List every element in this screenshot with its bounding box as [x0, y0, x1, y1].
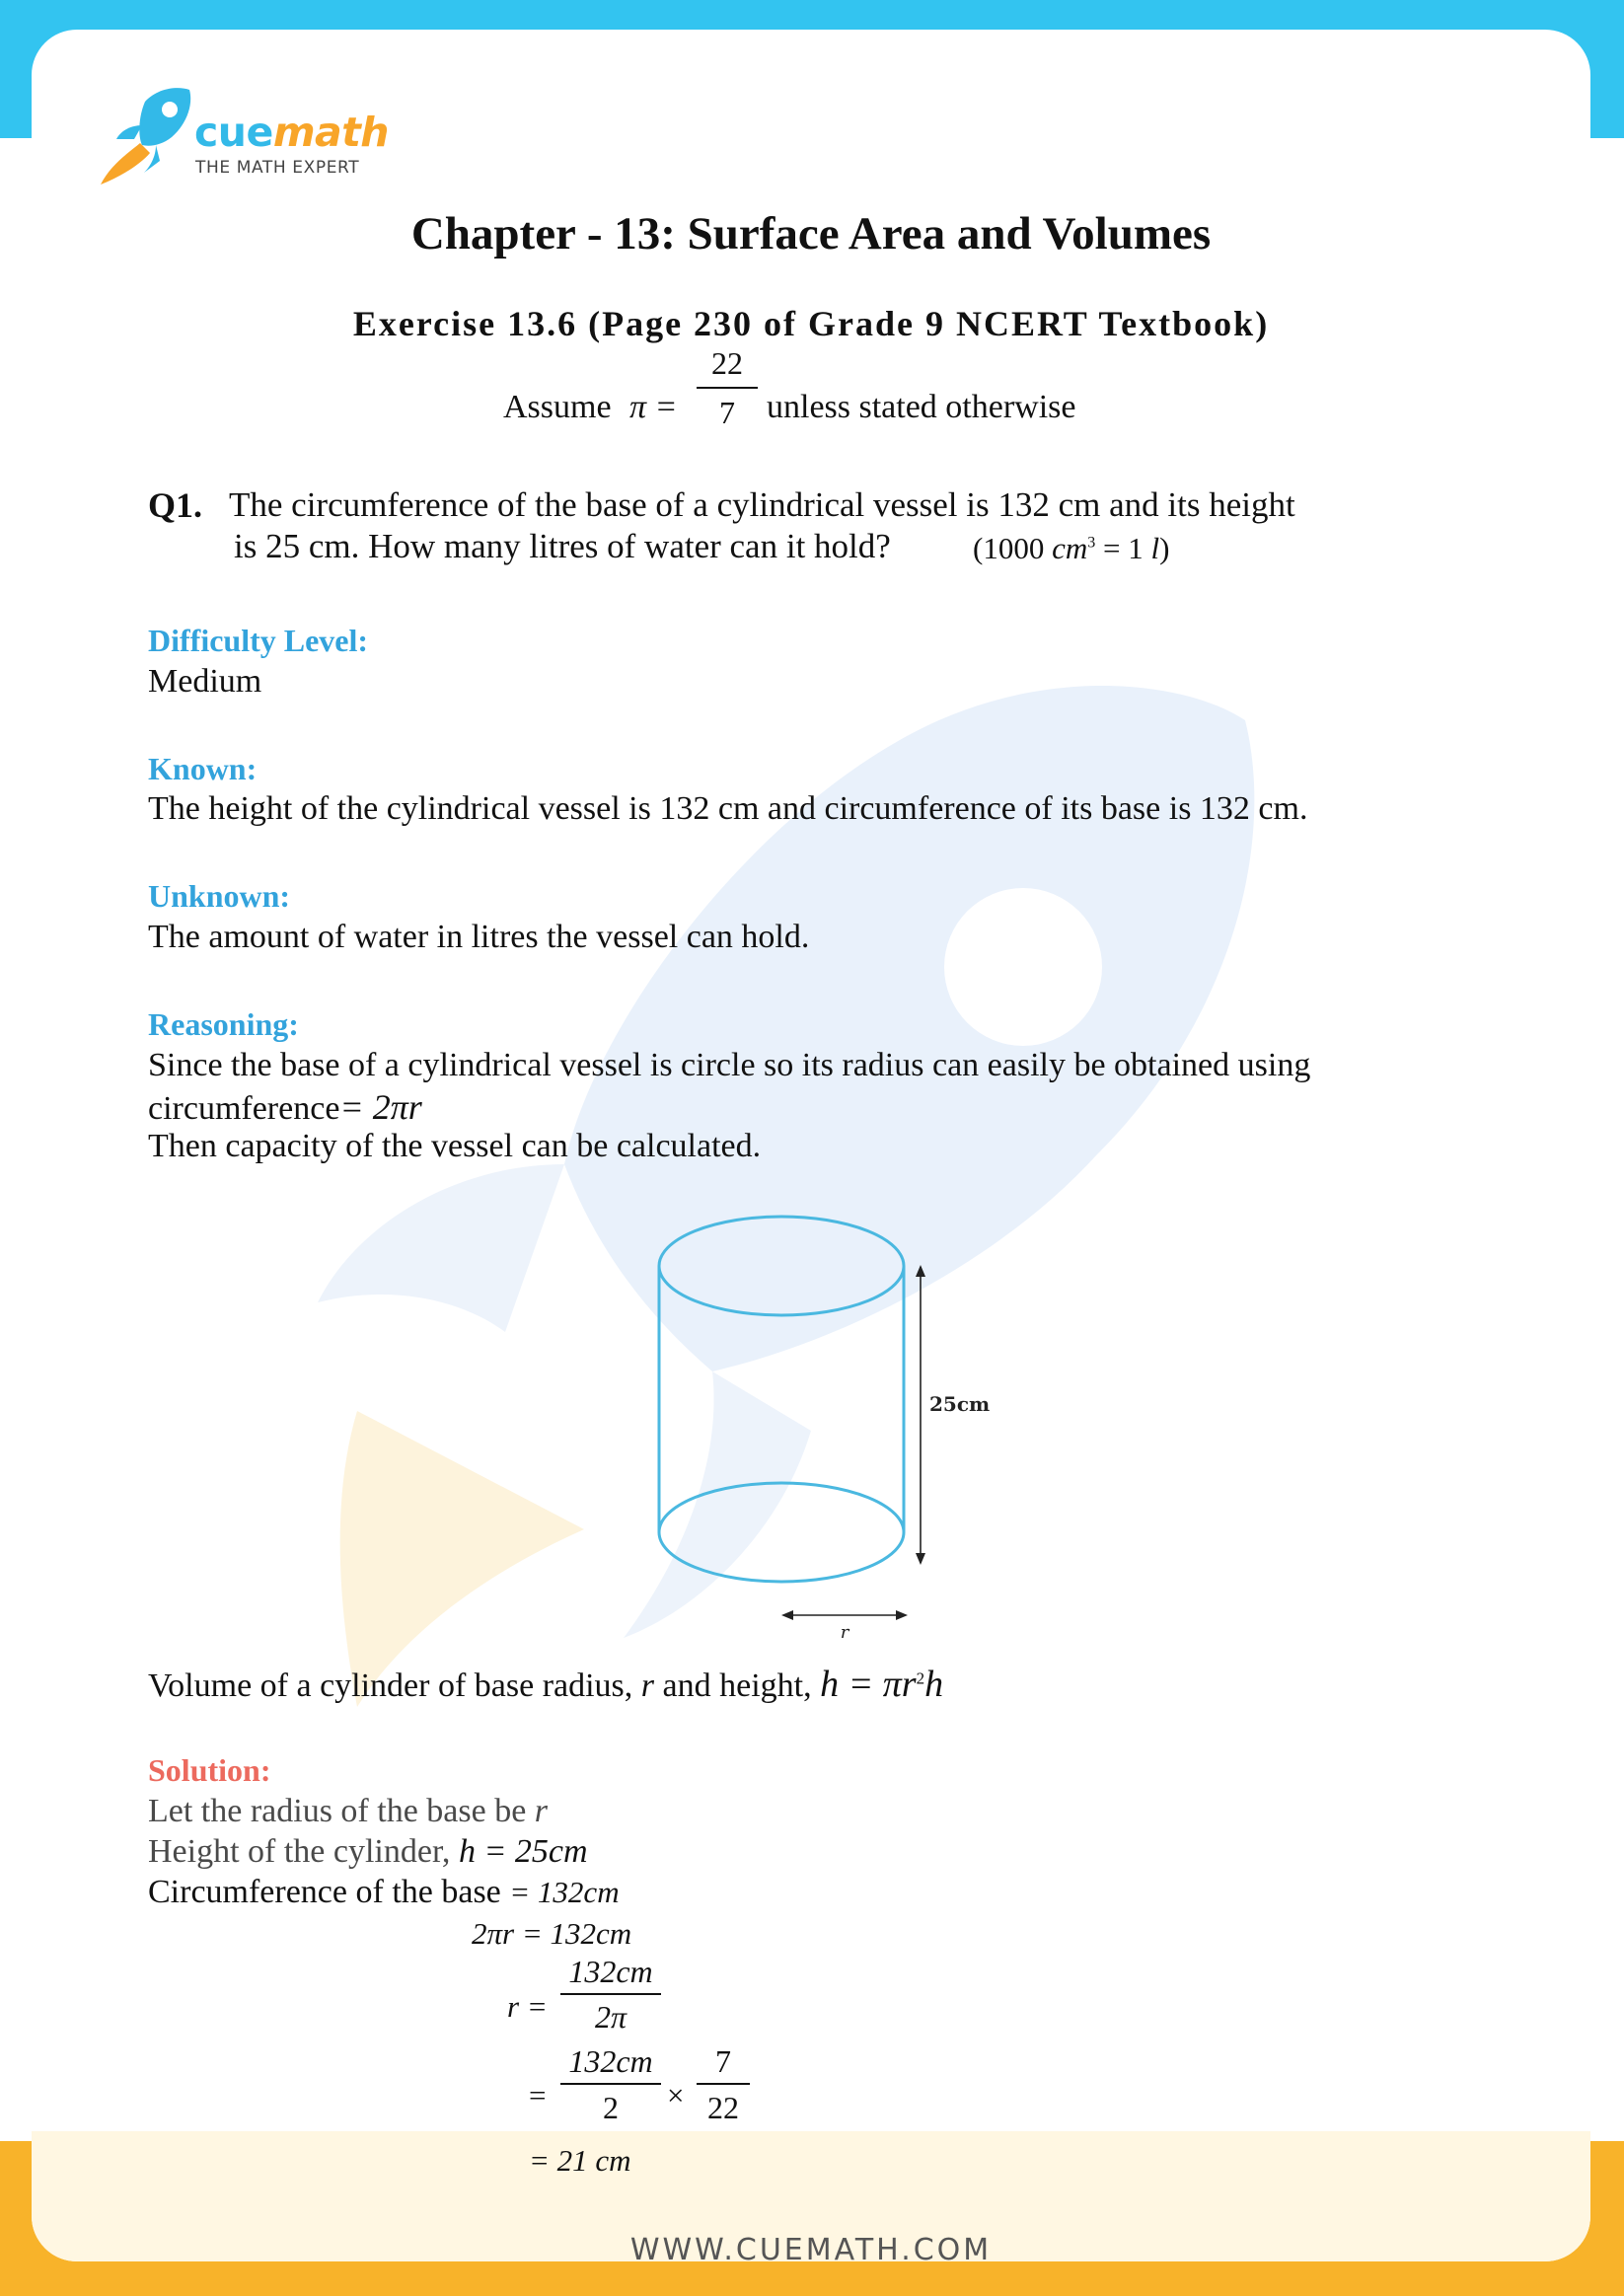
circumference-word: circumference	[148, 1090, 340, 1127]
height-arrow	[916, 1265, 925, 1565]
note-open: (1000	[973, 531, 1045, 565]
difficulty-heading: Difficulty Level:	[148, 623, 369, 658]
note-unit: cm	[1052, 531, 1088, 565]
assume-denominator: 7	[719, 395, 735, 430]
cylinder-bottom-ellipse	[659, 1483, 904, 1582]
solution-step-3-num: 132cm	[568, 2043, 653, 2079]
brand-name-math: math	[272, 109, 389, 156]
assume-pi-equals: π =	[629, 389, 678, 425]
solution-line-3-text: Circumference of the base	[148, 1874, 501, 1910]
solution-line-1-var: r	[534, 1793, 549, 1829]
footer-url: WWW.CUEMATH.COM	[629, 2233, 993, 2261]
solution-line-1	[148, 1795, 548, 1828]
worksheet-page	[32, 30, 1590, 2261]
reasoning-heading: Reasoning:	[148, 1006, 299, 1042]
solution-line-3	[148, 1876, 620, 1909]
solution-step-3-bar	[560, 2083, 661, 2085]
circumference-formula: = 2πr	[339, 1087, 422, 1127]
solution-line-2-text: Height of the cylinder,	[148, 1833, 451, 1870]
solution-step-3-den: 2	[603, 2090, 619, 2125]
solution-step-2-lhs: r =	[507, 1989, 548, 2024]
question-line-2: is 25 cm. How many litres of water can it hold?	[234, 527, 891, 565]
solution-step-3-bar2	[697, 2083, 750, 2085]
reasoning-line-2	[148, 1089, 422, 1126]
solution-step-2-num: 132cm	[568, 1954, 653, 1989]
solution-step-3-times: ×	[667, 2078, 685, 2112]
volume-text-b: and height,	[662, 1667, 812, 1704]
volume-math: h = πr	[820, 1664, 917, 1705]
brand-name-cue: cue	[194, 109, 273, 156]
known-text: The height of the cylindrical vessel is 132 cm and circumference of its base is 132 cm.	[148, 790, 1308, 827]
assume-fraction-bar	[697, 387, 758, 389]
note-litre: l	[1150, 531, 1160, 565]
volume-exponent: 2	[916, 1668, 925, 1688]
reasoning-line-1: Since the base of a cylindrical vessel is circle so its radius can easily be obtained using	[148, 1047, 1311, 1083]
solution-line-1-text: Let the radius of the base be	[148, 1793, 527, 1829]
solution-line-2-math: h = 25cm	[458, 1833, 588, 1870]
solution-step-2-bar	[560, 1993, 661, 1995]
solution-step-3-den2: 22	[707, 2090, 739, 2125]
note-mid: = 1	[1102, 531, 1144, 565]
volume-r: r	[640, 1667, 655, 1704]
solution-step-3-num2: 7	[715, 2043, 731, 2079]
volume-h: h	[924, 1664, 944, 1705]
note-close: )	[1159, 531, 1170, 565]
solution-step-1: 2πr = 132cm	[472, 1916, 632, 1951]
solution-heading: Solution:	[148, 1752, 271, 1788]
difficulty-value: Medium	[148, 663, 262, 700]
radius-arrow	[781, 1610, 908, 1620]
solution-line-3-math: = 132cm	[509, 1875, 620, 1909]
brand-wordmark	[194, 109, 389, 156]
cylinder-diagram	[614, 1184, 1048, 1648]
reasoning-line-3: Then capacity of the vessel can be calculated.	[148, 1128, 762, 1164]
volume-text-a: Volume of a cylinder of base radius,	[148, 1667, 633, 1704]
assume-prefix: Assume	[503, 389, 612, 425]
chapter-title: Chapter - 13: Surface Area and Volumes	[410, 208, 1212, 259]
brand-tagline: THE MATH EXPERT	[195, 158, 360, 178]
solution-step-3-eq: =	[529, 2078, 547, 2112]
height-label: 25cm	[929, 1392, 991, 1416]
assume-suffix: unless stated otherwise	[767, 389, 1076, 425]
solution-step-4: = 21 cm	[529, 2143, 631, 2178]
unknown-heading: Unknown:	[148, 878, 291, 914]
unknown-text: The amount of water in litres the vessel can hold.	[148, 919, 810, 955]
radius-label: r	[840, 1622, 849, 1643]
solution-line-2	[148, 1835, 588, 1869]
exercise-subtitle: Exercise 13.6 (Page 230 of Grade 9 NCERT Textbook)	[352, 304, 1270, 343]
volume-formula-line	[148, 1666, 943, 1703]
solution-step-2-den: 2π	[594, 1999, 627, 2035]
question-line-1: The circumference of the base of a cylindrical vessel is 132 cm and its height	[229, 485, 1295, 524]
known-heading: Known:	[148, 751, 258, 786]
assume-numerator: 22	[711, 345, 743, 381]
note-exponent: 3	[1087, 534, 1096, 552]
cylinder-top-ellipse	[659, 1217, 904, 1315]
question-unit-note	[973, 533, 1169, 563]
question-number: Q1.	[148, 485, 203, 525]
